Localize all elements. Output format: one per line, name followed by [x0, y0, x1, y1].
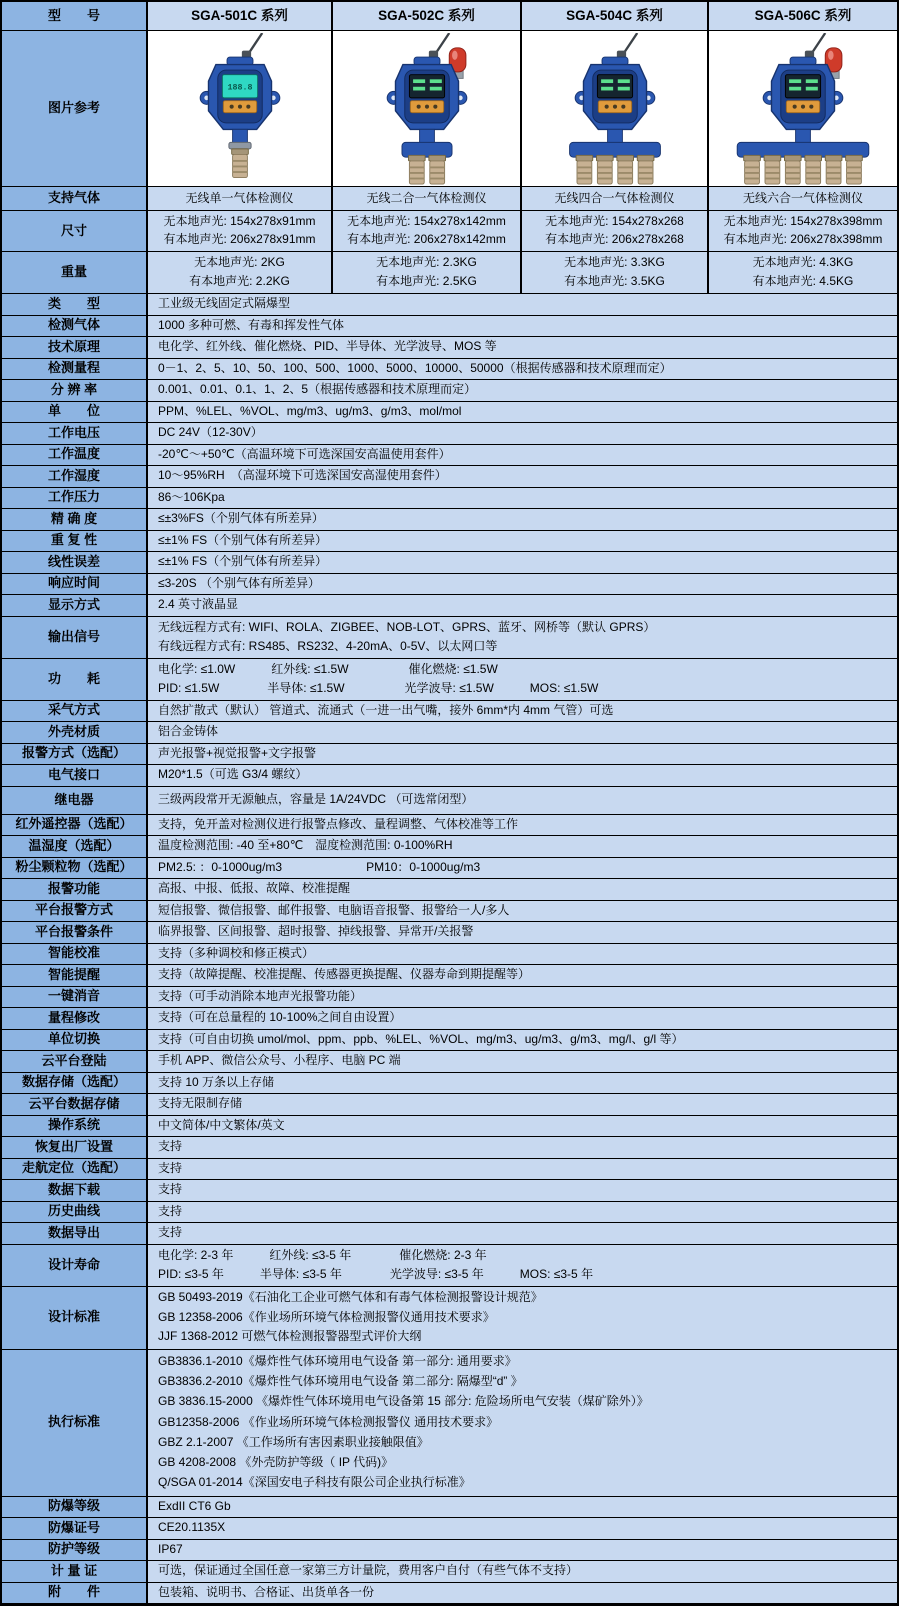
size-line: 有本地声光: 206x278x398mm: [723, 232, 883, 247]
spec-value: 1000 多种可燃、有毒和挥发性气体: [148, 316, 897, 337]
spec-value: 中文简体/中文繁体/英文: [148, 1116, 897, 1137]
size-line: 有本地声光: 206x278x268: [545, 232, 684, 247]
spec-value: -20℃～+50℃（高温环境下可选深国安高温使用套件）: [148, 445, 897, 466]
spec-label: 平台报警条件: [2, 922, 148, 943]
spec-value: 温度检测范围: -40 至+80℃ 湿度检测范围: 0-100%RH: [148, 836, 897, 857]
weight-line: 无本地声光: 4.3KG: [752, 255, 854, 270]
spec-row: [2, 836, 897, 858]
spec-row: [2, 1350, 897, 1497]
product-image-sga-504c: [522, 31, 709, 186]
spec-value-line: 电化学: ≤1.0W 红外线: ≤1.5W 催化燃烧: ≤1.5W: [158, 661, 498, 676]
spec-label: 平台报警方式: [2, 901, 148, 922]
svg-text:188.8: 188.8: [227, 82, 252, 93]
spec-value: 支持（可手动消除本地声光报警功能）: [148, 987, 897, 1008]
spec-label: 防护等级: [2, 1540, 148, 1561]
spec-value: [148, 1287, 897, 1349]
spec-label: 恢复出厂设置: [2, 1137, 148, 1158]
weight-line: 无本地声光: 2KG: [194, 255, 285, 270]
product-name: 无线六合一气体检测仪: [709, 187, 897, 210]
spec-label: 继电器: [2, 787, 148, 814]
sensor-probe: [764, 155, 781, 184]
header-model-sga-506c: SGA-506C 系列: [709, 2, 897, 30]
spec-row: [2, 552, 897, 574]
spec-label: 显示方式: [2, 595, 148, 616]
spec-label: 数据下载: [2, 1180, 148, 1201]
spec-value: [148, 1350, 897, 1496]
spec-value: 支持（可在总量程的 10-100%之间自由设置）: [148, 1008, 897, 1029]
spec-label: 响应时间: [2, 574, 148, 595]
header-model-sga-501c: SGA-501C 系列: [148, 2, 333, 30]
gas-detector-image: [343, 33, 511, 185]
size-line: 有本地声光: 206x278x142mm: [347, 232, 506, 247]
spec-label: 工作湿度: [2, 466, 148, 487]
spec-label: 设计标准: [2, 1287, 148, 1349]
spec-row: [2, 1030, 897, 1052]
spec-value: 支持（多种调校和修正模式）: [148, 944, 897, 965]
spec-row: [2, 1223, 897, 1245]
spec-row: [2, 722, 897, 744]
image-row: [2, 31, 897, 187]
spec-label: 电气接口: [2, 765, 148, 786]
spec-label: 输出信号: [2, 617, 148, 658]
spec-row: [2, 1245, 897, 1287]
spec-value: 支持无限制存储: [148, 1094, 897, 1115]
spec-value: 临界报警、区间报警、超时报警、掉线报警、异常开/关报警: [148, 922, 897, 943]
product-weight: [709, 252, 897, 293]
sensor-probe: [231, 148, 248, 177]
product-image-sga-506c: [709, 31, 897, 186]
spec-value-line: GB 12358-2006《作业场所环境气体检测报警仪通用技术要求》: [158, 1309, 495, 1324]
weight-line: 有本地声光: 2.5KG: [376, 274, 477, 289]
size-line: 无本地声光: 154x278x91mm: [163, 213, 316, 228]
spec-value: ≤±3%FS（个别气体有所差异）: [148, 509, 897, 530]
spec-value: 短信报警、微信报警、邮件报警、电脑语音报警、报警给一人/多人: [148, 901, 897, 922]
spec-value-line: GBZ 2.1-2007 《工作场所有害因素职业接触限值》: [158, 1434, 429, 1449]
spec-value: 自然扩散式（默认） 管道式、流通式（一进一出气嘴，接外 6mm*内 4mm 气管）可选: [148, 701, 897, 722]
spec-value: [148, 659, 897, 700]
header-model-sga-504c: SGA-504C 系列: [522, 2, 709, 30]
spec-label: 工作压力: [2, 488, 148, 509]
spec-row: [2, 879, 897, 901]
product-name: 无线单一气体检测仪: [148, 187, 333, 210]
supported-gas-row: [2, 187, 897, 211]
spec-label: 云平台登陆: [2, 1051, 148, 1072]
spec-row: [2, 744, 897, 766]
spec-label: 分 辨 率: [2, 380, 148, 401]
product-size: [522, 211, 709, 251]
spec-value: ≤3-20S （个别气体有所差异）: [148, 574, 897, 595]
spec-value: PPM、%LEL、%VOL、mg/m3、ug/m3、g/m3、mol/mol: [148, 402, 897, 423]
sensor-probe: [784, 155, 801, 184]
sensor-probe: [596, 155, 613, 184]
size-line: 无本地声光: 154x278x398mm: [723, 213, 883, 228]
spec-label: 类 型: [2, 294, 148, 315]
product-weight: [333, 252, 522, 293]
spec-label: 执行标准: [2, 1350, 148, 1496]
spec-label: 工作温度: [2, 445, 148, 466]
spec-value: 支持: [148, 1223, 897, 1244]
spec-label: 计 量 证: [2, 1561, 148, 1582]
sensor-probe: [616, 155, 633, 184]
spec-value: 支持（故障提醒、校准提醒、传感器更换提醒、仪器寿命到期提醒等）: [148, 965, 897, 986]
spec-value: ≤±1% FS（个别气体有所差异）: [148, 552, 897, 573]
spec-label: 历史曲线: [2, 1202, 148, 1223]
spec-value: [148, 1245, 897, 1286]
spec-value: 可选，保证通过全国任意一家第三方计量院，费用客户自付（有些气体不支持）: [148, 1561, 897, 1582]
spec-value: 电化学、红外线、催化燃烧、PID、半导体、光学波导、MOS 等: [148, 337, 897, 358]
detector-screen: [785, 74, 820, 97]
spec-row: [2, 531, 897, 553]
spec-label: 技术原理: [2, 337, 148, 358]
spec-label: 量程修改: [2, 1008, 148, 1029]
spec-rows: [2, 294, 897, 1604]
spec-row: [2, 316, 897, 338]
gas-detector-image: [156, 33, 324, 185]
sensor-probe: [637, 155, 654, 184]
spec-row: [2, 337, 897, 359]
spec-value: 支持（可自由切换 umol/mol、ppm、ppb、%LEL、%VOL、mg/m3、ug/m3、g/m3、mg/l、g/l 等）: [148, 1030, 897, 1051]
weight-line: 有本地声光: 2.2KG: [189, 274, 290, 289]
spec-value-line: 有线远程方式有: RS485、RS232、4-20mA、0-5V、以太网口等: [158, 638, 498, 653]
spec-label: 数据存储（选配）: [2, 1073, 148, 1094]
spec-value: 支持: [148, 1159, 897, 1180]
spec-label: 精 确 度: [2, 509, 148, 530]
spec-value-line: GB 50493-2019《石油化工企业可燃气体和有毒气体检测报警设计规范》: [158, 1290, 543, 1305]
spec-value-line: GB3836.2-2010《爆炸性气体环境用电气设备 第二部分: 隔爆型“d” 》: [158, 1374, 523, 1389]
spec-value: DC 24V（12-30V）: [148, 423, 897, 444]
spec-value: 三级两段常开无源触点，容量是 1A/24VDC （可选常闭型）: [148, 787, 897, 814]
detector-buttons: [223, 100, 256, 112]
sensor-probe: [428, 155, 445, 184]
spec-value: 声光报警+视觉报警+文字报警: [148, 744, 897, 765]
spec-value: 0.001、0.01、0.1、1、2、5（根据传感器和技术原理而定）: [148, 380, 897, 401]
spec-value: 86～106Kpa: [148, 488, 897, 509]
spec-label: 单位切换: [2, 1030, 148, 1051]
gas-detector-image: [719, 33, 887, 185]
spec-label: 数据导出: [2, 1223, 148, 1244]
spec-label: 一键消音: [2, 987, 148, 1008]
spec-row: [2, 787, 897, 815]
spec-label: 报警方式（选配）: [2, 744, 148, 765]
spec-value-line: 无线远程方式有: WIFI、ROLA、ZIGBEE、NOB-LOT、GPRS、蓝牙、网桥等（默认 GPRS）: [158, 619, 656, 634]
spec-value: 10～95%RH （高湿环境下可选深国安高湿使用套件）: [148, 466, 897, 487]
sensor-probe: [846, 155, 863, 184]
sensor-probe: [825, 155, 842, 184]
spec-label: 线性误差: [2, 552, 148, 573]
spec-label: 采气方式: [2, 701, 148, 722]
spec-row: [2, 815, 897, 837]
spec-value-line: Q/SGA 01-2014《深国安电子科技有限公司企业执行标准》: [158, 1475, 471, 1490]
weight-row: [2, 252, 897, 294]
detector-buttons: [786, 100, 819, 112]
spec-row: [2, 1287, 897, 1350]
spec-value: 支持: [148, 1202, 897, 1223]
weight-line: 无本地声光: 2.3KG: [376, 255, 477, 270]
spec-label: 走航定位（选配）: [2, 1159, 148, 1180]
spec-label: 功 耗: [2, 659, 148, 700]
spec-value: 支持: [148, 1180, 897, 1201]
spec-row: [2, 944, 897, 966]
spec-label: 云平台数据存储: [2, 1094, 148, 1115]
spec-row: [2, 1159, 897, 1181]
spec-row: [2, 965, 897, 987]
spec-value-line: GB12358-2006 《作业场所环境气体检测报警仪 通用技术要求》: [158, 1414, 499, 1429]
spec-value: ExdII CT6 Gb: [148, 1497, 897, 1518]
spec-row: [2, 1518, 897, 1540]
spec-row: [2, 617, 897, 659]
weight-row-label: 重量: [2, 252, 148, 293]
spec-label: 单 位: [2, 402, 148, 423]
spec-value-line: PID: ≤3-5 年 半导体: ≤3-5 年 光学波导: ≤3-5 年 MOS: ≤3-5 年: [158, 1266, 594, 1281]
weight-line: 无本地声光: 3.3KG: [564, 255, 665, 270]
spec-row: [2, 1561, 897, 1583]
spec-value: 高报、中报、低报、故障、校准提醒: [148, 879, 897, 900]
size-row-label: 尺寸: [2, 211, 148, 251]
spec-label: 防爆证号: [2, 1518, 148, 1539]
spec-row: [2, 1073, 897, 1095]
spec-value: 铝合金铸体: [148, 722, 897, 743]
spec-row: [2, 509, 897, 531]
spec-value-line: GB 3836.15-2000 《爆炸性气体环境用电气设备第 15 部分: 危险场所电气安装（煤矿除外）》: [158, 1394, 649, 1409]
spec-row: [2, 1008, 897, 1030]
spec-value: PM2.5: ：0-1000ug/m3 PM10：0-1000ug/m3: [148, 858, 897, 879]
spec-label: 操作系统: [2, 1116, 148, 1137]
spec-row: [2, 380, 897, 402]
spec-row: [2, 574, 897, 596]
header-model-label: 型 号: [2, 2, 148, 30]
spec-row: [2, 1094, 897, 1116]
spec-label: 附 件: [2, 1583, 148, 1604]
spec-row: [2, 765, 897, 787]
size-row: [2, 211, 897, 252]
image-row-label: 图片参考: [2, 31, 148, 186]
product-name: 无线二合一气体检测仪: [333, 187, 522, 210]
product-size: [148, 211, 333, 251]
spec-label: 智能校准: [2, 944, 148, 965]
size-line: 无本地声光: 154x278x268: [545, 213, 684, 228]
spec-value-line: 电化学: 2-3 年 红外线: ≤3-5 年 催化燃烧: 2-3 年: [158, 1247, 487, 1262]
header-model-sga-502c: SGA-502C 系列: [333, 2, 522, 30]
weight-line: 有本地声光: 4.5KG: [752, 274, 854, 289]
spec-label: 智能提醒: [2, 965, 148, 986]
spec-row: [2, 1583, 897, 1605]
sensor-probe: [408, 155, 425, 184]
spec-label: 重 复 性: [2, 531, 148, 552]
header-row: [2, 2, 897, 31]
spec-label: 温湿度（选配）: [2, 836, 148, 857]
spec-row: [2, 1051, 897, 1073]
spec-row: [2, 701, 897, 723]
spec-row: [2, 488, 897, 510]
spec-row: [2, 922, 897, 944]
size-line: 无本地声光: 154x278x142mm: [347, 213, 506, 228]
spec-row: [2, 423, 897, 445]
spec-value: 0－1、2、5、10、50、100、500、1000、5000、10000、50000（根据传感器和技术原理而定）: [148, 359, 897, 380]
product-size: [333, 211, 522, 251]
spec-value: 手机 APP、微信公众号、小程序、电脑 PC 端: [148, 1051, 897, 1072]
spec-value: ≤±1% FS（个别气体有所差异）: [148, 531, 897, 552]
spec-value: 工业级无线固定式隔爆型: [148, 294, 897, 315]
product-weight: [522, 252, 709, 293]
spec-value: 2.4 英寸液晶显: [148, 595, 897, 616]
product-size: [709, 211, 897, 251]
spec-label: 粉尘颗粒物（选配）: [2, 858, 148, 879]
spec-row: [2, 445, 897, 467]
spec-value-line: GB3836.1-2010《爆炸性气体环境用电气设备 第一部分: 通用要求》: [158, 1354, 517, 1369]
spec-value-line: PID: ≤1.5W 半导体: ≤1.5W 光学波导: ≤1.5W MOS: ≤1.5W: [158, 680, 599, 695]
detector-screen: [409, 74, 444, 97]
spec-value: [148, 617, 897, 658]
spec-row: [2, 987, 897, 1009]
detector-buttons: [410, 100, 443, 112]
sensor-probe: [744, 155, 761, 184]
sensor-probe: [805, 155, 822, 184]
spec-row: [2, 901, 897, 923]
spec-row: [2, 858, 897, 880]
spec-row: [2, 359, 897, 381]
spec-value-line: JJF 1368-2012 可燃气体检测报警器型式评价大纲: [158, 1329, 422, 1344]
spec-label: 检测气体: [2, 316, 148, 337]
spec-value: IP67: [148, 1540, 897, 1561]
spec-row: [2, 1116, 897, 1138]
spec-row: [2, 1540, 897, 1562]
spec-value-line: GB 4208-2008 《外壳防护等级（ IP 代码)》: [158, 1455, 394, 1470]
spec-label: 设计寿命: [2, 1245, 148, 1286]
spec-value: M20*1.5（可选 G3/4 螺纹）: [148, 765, 897, 786]
spec-row: [2, 466, 897, 488]
spec-row: [2, 1497, 897, 1519]
product-weight: [148, 252, 333, 293]
product-name: 无线四合一气体检测仪: [522, 187, 709, 210]
spec-value: 包装箱、说明书、合格证、出货单各一份: [148, 1583, 897, 1604]
spec-label: 检测量程: [2, 359, 148, 380]
spec-row: [2, 659, 897, 701]
spec-row: [2, 1180, 897, 1202]
gas-detector-image: [531, 33, 699, 185]
spec-value: 支持: [148, 1137, 897, 1158]
detector-screen: [597, 74, 632, 97]
spec-label: 外壳材质: [2, 722, 148, 743]
product-image-sga-501c: [148, 31, 333, 186]
spec-label: 防爆等级: [2, 1497, 148, 1518]
spec-row: [2, 595, 897, 617]
spec-row: [2, 1137, 897, 1159]
spec-row: [2, 402, 897, 424]
spec-value: 支持，免开盖对检测仪进行报警点修改、量程调整、气体校准等工作: [148, 815, 897, 836]
detector-buttons: [598, 100, 631, 112]
sensor-probe: [576, 155, 593, 184]
spec-label: 工作电压: [2, 423, 148, 444]
weight-line: 有本地声光: 3.5KG: [564, 274, 665, 289]
spec-row: [2, 294, 897, 316]
size-line: 有本地声光: 206x278x91mm: [163, 232, 316, 247]
spec-label: 红外遥控器（选配）: [2, 815, 148, 836]
spec-value: CE20.1135X: [148, 1518, 897, 1539]
spec-value: 支持 10 万条以上存储: [148, 1073, 897, 1094]
spec-row: [2, 1202, 897, 1224]
product-image-sga-502c: [333, 31, 522, 186]
supported-gas-label: 支持气体: [2, 187, 148, 210]
spec-label: 报警功能: [2, 879, 148, 900]
